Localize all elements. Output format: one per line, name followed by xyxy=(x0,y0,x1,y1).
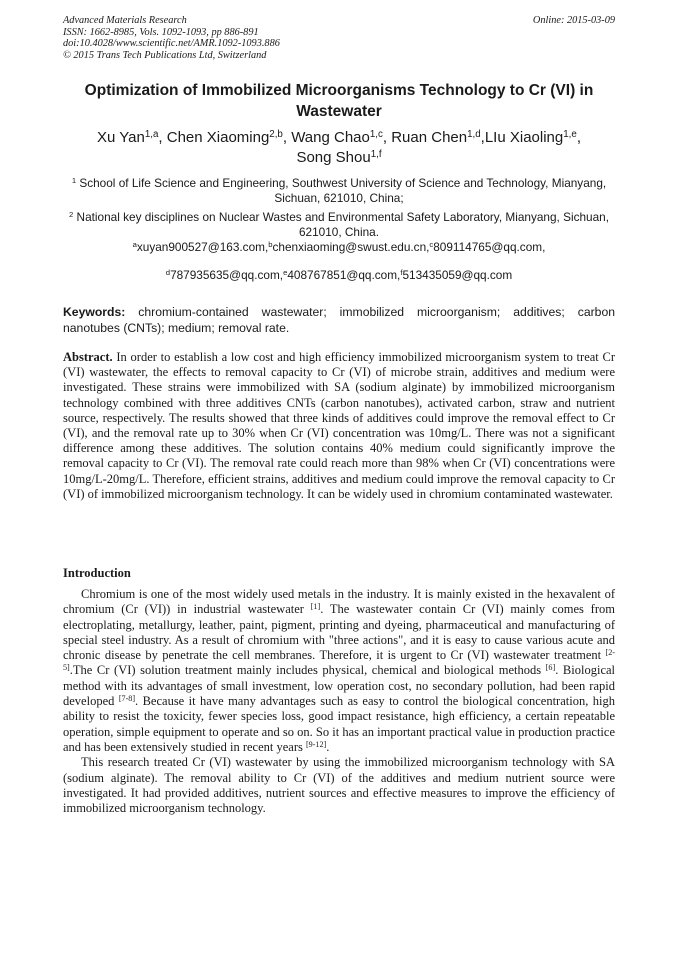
keywords-text: chromium-contained wastewater; immobilized microorganism; additives; carbon nanotubes (CNTs); medium; removal rate. xyxy=(63,305,616,335)
abstract xyxy=(63,350,615,502)
citation[interactable]: [2-5] xyxy=(63,648,615,673)
citation[interactable]: [6] xyxy=(545,663,556,673)
author: Xu Yan$^{1,a}$ xyxy=(97,129,159,146)
author: Chen Xiaoming$^{2,b}$ xyxy=(166,129,283,146)
online-date: Online: 2015-03-09 xyxy=(532,15,615,26)
doi-line: doi:10.4028/www.scientific.net/AMR.1092-1093.886 xyxy=(63,38,280,49)
email-line-2: $^d$787935635@qq.com,$^e$408767851@qq.com,$^f$513435059@qq.com xyxy=(165,268,513,282)
keywords-label: Keywords: xyxy=(63,305,126,319)
abstract-text: In order to establish a low cost and high efficiency immobilized microorganism system to treat Cr (VI) wastewater, the effects to removal capacity to Cr (VI) of microbe strain, additives and medium were investigated. These strains were immobilized with SA (sodium alginate) by immobilized microorganism technology combined with three additives CNTs (carbon nanotubes), activated carbon, straw and nutrient source, respectively. The results showed that three kinds of additives could improve the removal effect to Cr (VI), and the removal rate up to 30% when Cr (VI) concentration was 10mg/L. There was not a significant difference among these additives. The solution contains 40% medium could significantly improve the removal capacity to Cr (VI). The removal rate could reach more than 98% when Cr (VI) concentrations were 10mg/L-20mg/L. Therefore, efficient strains, additives and medium could improve the removal capacity to Cr (VI) of immobilized microorganism technology. It can be widely used in chromium contaminated wastewater. xyxy=(63,350,616,501)
author: Song Shou$^{1,f}$ xyxy=(296,149,382,166)
introduction-body xyxy=(63,587,615,816)
paper-title: Optimization of Immobilized Microorganisms Technology to Cr (VI) in Wastewater xyxy=(84,82,594,120)
keywords xyxy=(63,305,615,336)
intro-paragraph-2: This research treated Cr (VI) wastewater by using the immobilized microorganism technology with SA (sodium alginate). The removal ability to Cr (VI) of the additives and medium nutrient source were investigated. It had provided additives, nutrient sources and effective measures to improve the efficiency of immobilized microorganism technology. xyxy=(63,755,615,816)
section-heading-introduction: Introduction xyxy=(63,566,131,580)
journal-header xyxy=(63,15,615,61)
citation[interactable]: [9-12] xyxy=(305,739,327,749)
author: LIu Xiaoling$^{1,e}$ xyxy=(484,129,577,146)
email-link[interactable]: xuyan900527@163.com, xyxy=(136,240,269,254)
email-link[interactable]: 809114765@qq.com, xyxy=(433,240,546,254)
author-list: Xu Yan$^{1,a}$, Chen Xiaoming$^{2,b}$, Wang Chao$^{1,c}$, Ruan Chen$^{1,d}$,LIu Xiaoling$^{1,e}$, Song Shou$^{1,f}$ xyxy=(97,129,581,166)
affiliation-1: $^1$ School of Life Science and Engineering, Southwest University of Science and Technology, Mianyang, Sichuan, 621010, China; xyxy=(71,176,607,205)
author: Ruan Chen$^{1,d}$ xyxy=(391,129,481,146)
affiliation-2: $^2$ National key disciplines on Nuclear Wastes and Environmental Safety Laboratory, Mianyang, Sichuan, 621010, China. xyxy=(69,210,609,239)
email-line-1: $^a$xuyan900527@163.com,$^b$chenxiaoming@swust.edu.cn,$^c$809114765@qq.com, xyxy=(132,240,546,254)
abstract-label: Abstract. xyxy=(63,350,113,364)
issn-line: ISSN: 1662-8985, Vols. 1092-1093, pp 886-891 xyxy=(63,26,259,38)
intro-paragraph-1: Chromium is one of the most widely used metals in the industry. It is mainly existed in the hexavalent of chromium (Cr (VI)) in industrial wastewater [1]. The wastewater contain Cr (VI) mainly comes from electroplating, metallurgy, leather, paint, pigment, printing and dyeing, pharmaceutical and manufacturing of special steel industry. As a result of chromium with "three actions", and it is easy to cause various acute and chronic disease by penetrate the cell membranes. Therefore, it is urgent to Cr (VI) wastewater treatment [2-5].The Cr (VI) solution treatment mainly includes physical, chemical and biological methods [6]. Biological method with its advantages of small investment, low operation cost, no secondary pollution, had been rapid developed [7-8]. Because it have many advantages such as easy to control the biological concentration, high ability to resist the toxicity, fewer species loss, good impact resistance, high efficiency, a certain repeatable operation, simple equipment to operate and so on. So it has an important practical value in production practice and has been extensively studied in recent years [9-12]. xyxy=(63,587,616,754)
email-link[interactable]: 408767851@qq.com, xyxy=(287,268,401,282)
copyright-line: © 2015 Trans Tech Publications Ltd, Switzerland xyxy=(63,49,267,61)
journal-name: Advanced Materials Research xyxy=(63,15,187,26)
email-link[interactable]: chenxiaoming@swust.edu.cn, xyxy=(272,240,430,254)
author: Wang Chao$^{1,c}$ xyxy=(291,129,383,146)
citation[interactable]: [1] xyxy=(310,602,321,612)
email-link[interactable]: 513435059@qq.com xyxy=(402,268,513,282)
email-link[interactable]: 787935635@qq.com, xyxy=(170,268,284,282)
citation[interactable]: [7-8] xyxy=(118,694,136,704)
